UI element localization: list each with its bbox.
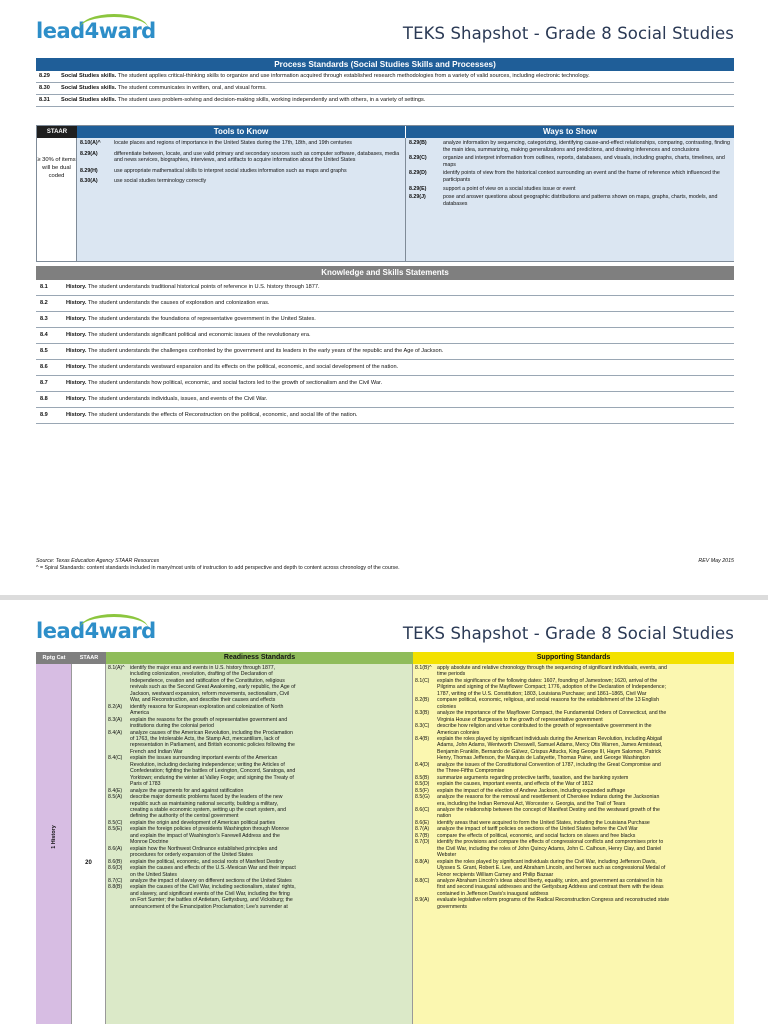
staar-header: STAAR — [37, 126, 77, 138]
standard-code: 8.9(A) — [415, 897, 430, 904]
standard-code: 8.7 — [40, 380, 48, 386]
standard-text — [61, 97, 732, 104]
standard-code: 8.5 — [40, 348, 48, 354]
standard-desc: The student understands traditional historical points of reference in U.S. history through 1877. — [87, 284, 320, 290]
process-standards-list — [36, 71, 734, 107]
standard-label: History. — [66, 396, 87, 402]
standard-text: colonies — [437, 703, 457, 710]
standard-item — [77, 140, 405, 147]
standard-text: locate places and regions of importance in the United States during the 17th, 18th, and 19th centuries — [114, 140, 352, 146]
standard-text: Benjamin Franklin, Bernardo de Gálvez, Crispus Attucks, King George III, Haym Salomon, Patrick — [437, 748, 662, 755]
standard-label: History. — [66, 332, 87, 338]
standard-text: America — [130, 710, 150, 717]
standard-code: 8.4(D) — [415, 761, 430, 768]
standard-item — [77, 178, 405, 185]
ways-to-show-header: Ways to Show — [406, 126, 734, 138]
standard-text: institutions during the colonial period — [130, 723, 214, 730]
standard-code: 8.9 — [40, 412, 48, 418]
standard-text — [61, 73, 732, 80]
standard-text: compare the effects of political, economic, and social factors on slaves and free blacks — [437, 832, 636, 839]
standard-code: 8.29(B) — [409, 140, 427, 146]
standard-text: and explain the impact of Washington's Farewell Address and the — [130, 832, 280, 839]
standard-text: identify areas that were acquired to form the United States, including the Louisiana Purchase — [437, 819, 650, 826]
standard-code — [108, 904, 130, 910]
standard-label: History. — [66, 380, 87, 386]
standard-desc: The student uses problem-solving and decision-making skills, working independently and with others, in a variety of settings. — [117, 97, 426, 103]
standard-item — [77, 151, 405, 164]
staar-count: 20 — [72, 664, 106, 1024]
standard-text: identify the major eras and events in U.S. history through 1877, — [130, 665, 276, 671]
standard-text: of 1763, the Intolerable Acts, the Stamp Act, mercantilism, lack of — [130, 735, 280, 742]
standard-code: 8.8(B) — [108, 884, 123, 891]
standard-text: procedures for orderly expansion of the United States — [130, 852, 253, 859]
standard-text: Adams, John Adams, Wentworth Cheswell, Samuel Adams, Mercy Otis Warren, James Armistead, — [437, 742, 663, 749]
standard-text: describe how religion and virtue contributed to the growth of representative government in the — [437, 723, 652, 730]
standard-desc: The student understands how political, economic, and social factors led to the growth of sectionalism and the Civil War. — [87, 380, 383, 386]
page-two — [0, 600, 768, 1024]
knowledge-row — [36, 280, 734, 296]
standard-text: compare political, economic, religious, and social reasons for the establishment of the 13 English — [437, 697, 660, 704]
process-row — [36, 95, 734, 107]
standard-text: explain the political, economic, and social roots of Manifest Destiny — [130, 858, 284, 865]
standard-label: Social Studies skills. — [61, 85, 117, 91]
standard-text: explain the foreign policies of presidents Washington through Monroe — [130, 826, 289, 833]
standard-desc: The student understands the foundations of representative government in the United States. — [87, 316, 316, 322]
knowledge-skills-list — [36, 280, 734, 424]
standard-code: 8.29(C) — [409, 155, 427, 162]
standard-item — [77, 168, 405, 175]
tools-table — [36, 125, 734, 262]
standard-desc: The student understands significant political and economic issues of the revolutionary era. — [87, 332, 311, 338]
standard-text: analyze the impact of slavery on different sections of the United States — [130, 877, 292, 884]
standard-code — [415, 904, 437, 910]
standard-text: analyze the issues of the Constitutional Convention of 1787, including the Great Compromise and — [437, 761, 661, 768]
standard-text: analyze the reasons for the removal and resettlement of Cherokee Indians during the Jacksonian — [437, 794, 660, 801]
standard-code: 8.5(B) — [415, 774, 430, 781]
standard-text: Pilgrims and signing of the Mayflower Compact; 1776, adoption of the Declaration of Independence; — [437, 684, 666, 691]
knowledge-row — [36, 312, 734, 328]
standard-text: Honor recipients William Carney and Philip Bazaar — [437, 871, 554, 878]
standard-text: Monroe Doctrine — [130, 839, 169, 846]
standard-text: Confederation; fighting the battles of Lexington, Concord, Saratoga, and — [130, 768, 296, 775]
standard-code: 8.6(E) — [415, 819, 430, 826]
standard-code: 8.29(A) — [80, 150, 98, 157]
standard-text: Revolution, including declaring independence; writing the Articles of — [130, 761, 285, 768]
standard-text: creating a stable economic system, setting up the court system, and — [130, 806, 286, 813]
standard-line — [106, 904, 412, 910]
standard-text — [66, 300, 732, 307]
standard-text — [66, 348, 732, 355]
standard-text: explain the issues surrounding important events of the American — [130, 755, 278, 762]
standard-text — [66, 364, 732, 371]
tools-list — [77, 138, 406, 261]
reporting-category-cell — [36, 664, 72, 1024]
standard-text: the Civil War, including the roles of John Quincy Adams, John C. Calhoun, Henry Clay, and Daniel — [437, 845, 662, 852]
standard-text: Jackson, westward expansion, reform movements, sectionalism, Civil — [130, 690, 290, 697]
staar-header: STAAR — [72, 652, 106, 664]
standard-code: 8.1(A)^ — [108, 665, 125, 671]
standard-code: 8.29(J) — [409, 194, 426, 201]
standard-label: History. — [66, 364, 87, 370]
standard-text: explain the reasons for the growth of representative government and — [130, 716, 288, 723]
standard-text: summarize arguments regarding protective tariffs, taxation, and the banking system — [437, 774, 629, 781]
standard-text: analyze the arguments for and against ratification — [130, 787, 244, 794]
standard-text: use social studies terminology correctly — [114, 178, 207, 185]
knowledge-row — [36, 360, 734, 376]
standard-code: 8.1(C) — [415, 677, 430, 684]
ways-list — [406, 138, 734, 261]
standard-code: 8.29(E) — [409, 185, 427, 192]
standard-text: explain the origin and development of American political parties — [130, 819, 276, 826]
supporting-header: Supporting Standards — [413, 652, 734, 664]
standard-label: History. — [66, 316, 87, 322]
standard-text: evaluate legislative reform programs of the Radical Reconstruction Congress and reconstructed state — [437, 897, 670, 904]
standard-text: American colonies — [437, 729, 480, 736]
standards-table-body — [36, 664, 734, 1024]
standard-text: organize and interpret information from outlines, reports, databases, and visuals, including graphs, charts, timelines, and maps — [443, 155, 725, 168]
reporting-category-label: 1 History — [51, 825, 57, 849]
standard-item — [406, 186, 734, 193]
standard-code: 8.4 — [40, 332, 48, 338]
footer — [36, 558, 734, 572]
standard-code: 8.6(B) — [108, 858, 123, 865]
standard-text: nation — [437, 813, 452, 820]
standard-text: analyze information by sequencing, categorizing, identifying cause-and-effect relationships, comparing, contrasting, finding the main idea, summarizing, making generalizations and predictions, and drawing inferences and conclusions — [443, 140, 730, 153]
standard-text: Virginia House of Burgesses to the growth of representative government — [437, 716, 603, 723]
standard-text: announcement of the Emancipation Proclamation; Lee's surrender at — [130, 903, 288, 910]
standard-text: revivals such as the Second Great Awakening, early republic, the Age of — [130, 684, 296, 691]
standard-text: explain the causes, important events, and effects of the War of 1812 — [437, 781, 594, 788]
logo-text: lead4ward — [36, 619, 156, 643]
standard-code: 8.3(C) — [415, 723, 430, 730]
standard-text: explain the causes of the Civil War, including sectionalism, states' rights, — [130, 884, 296, 891]
standard-code: 8.30 — [39, 85, 50, 91]
standard-code: 8.7(D) — [415, 839, 430, 846]
standard-code: 8.4(C) — [108, 755, 123, 762]
staar-note: ≥ 30% of items will be dual coded — [37, 138, 77, 261]
standard-text: analyze the importance of the Mayflower Compact, the Fundamental Orders of Connecticut, and the — [437, 710, 667, 717]
standard-text: first and second inaugural addresses and the Gettysburg Address and contrast them with the ideas — [437, 884, 664, 891]
standard-code: 8.6(D) — [108, 865, 123, 872]
standard-text: French and Indian War — [130, 748, 183, 755]
standard-text: explain the impact of the election of Andrew Jackson, including expanded suffrage — [437, 787, 626, 794]
standard-text: representation in Parliament, and British economic policies following the — [130, 742, 295, 749]
standard-text: 1787, writing of the U.S. Constitution; 1803, Louisiana Purchase; and 1861–1865, Civil War — [437, 690, 647, 697]
standard-item — [406, 155, 734, 168]
lead4ward-logo — [36, 616, 156, 646]
knowledge-skills-header: Knowledge and Skills Statements — [36, 266, 734, 280]
standard-text: analyze the impact of tariff policies on sections of the United States before the Civil War — [437, 826, 638, 833]
standard-text: identify the provisions and compare the effects of congressional conflicts and compromises prior to — [437, 839, 664, 846]
standard-desc: The student communicates in written, oral, and visual forms. — [117, 85, 267, 91]
standard-text: pose and answer questions about geographic distributions and patterns shown on maps, graphs, charts, models, and databases — [443, 194, 718, 207]
standard-text: Ulysses S. Grant, Robert E. Lee, and Abraham Lincoln, and heroes such as congressional Medal of — [437, 865, 666, 872]
standard-desc: The student understands the effects of Reconstruction on the political, economic, and social life of the nation. — [87, 412, 358, 418]
knowledge-row — [36, 328, 734, 344]
logo-arc-icon — [80, 14, 148, 28]
standard-code: 8.5(A) — [108, 794, 123, 801]
standard-text: explain the causes and effects of the U.S.-Mexican War and their impact — [130, 865, 296, 872]
standard-text: identify points of view from the historical context surrounding an event and the frame of reference which influenced the participants — [443, 170, 720, 183]
standard-item — [406, 194, 734, 207]
process-row — [36, 71, 734, 83]
lead4ward-logo — [36, 16, 156, 46]
standard-text: Independence, creation and ratification of the Constitution, religious — [130, 677, 285, 684]
standard-code: 8.4(B) — [415, 735, 430, 742]
knowledge-row — [36, 408, 734, 424]
standard-code: 8.7(C) — [108, 877, 123, 884]
spiral-note: ^ = Spiral Standards: content standards included in many/most units of instruction to add perspective and depth to content across chronology of the course. — [36, 565, 400, 571]
standard-label: History. — [66, 412, 87, 418]
standard-text: Yorktown; enduring the winter at Valley Forge; and signing the Treaty of — [130, 774, 294, 781]
standard-code: 8.3 — [40, 316, 48, 322]
standard-text: explain the roles played by significant individuals during the American Revolution, including Abigail — [437, 735, 663, 742]
standard-code: 8.6 — [40, 364, 48, 370]
tools-to-know-header: Tools to Know — [77, 126, 405, 138]
standard-text — [66, 412, 732, 419]
knowledge-row — [36, 376, 734, 392]
standard-text — [66, 284, 732, 291]
standard-text — [66, 396, 732, 403]
standard-text — [66, 332, 732, 339]
standard-code: 8.3(A) — [108, 716, 123, 723]
standard-text: explain the significance of the following dates: 1607, founding of Jamestown; 1620, arrival of the — [437, 677, 658, 684]
standard-text: explain the roles played by significant individuals during the Civil War, including Jefferson Davis, — [437, 858, 657, 865]
standard-code: 8.1(B)^ — [415, 665, 432, 671]
standard-code: 8.2(A) — [108, 703, 123, 710]
standard-text — [66, 316, 732, 323]
standard-code: 8.7(A) — [415, 826, 430, 833]
standard-label: Social Studies skills. — [61, 73, 117, 79]
standard-text: Henry, Thomas Jefferson, the Marquis de Lafayette, Thomas Paine, and George Washington — [437, 755, 650, 762]
standard-text: support a point of view on a social studies issue or event — [443, 185, 576, 192]
knowledge-row — [36, 392, 734, 408]
logo-arc-icon — [80, 614, 148, 628]
standard-text: analyze causes of the American Revolution, including the Proclamation — [130, 729, 293, 736]
standard-code: 8.5(C) — [108, 819, 123, 826]
standard-text: identify reasons for European exploration and colonization of North — [130, 703, 284, 710]
standard-code: 8.3(B) — [415, 710, 430, 717]
standard-code: 8.7(B) — [415, 832, 430, 839]
standard-code: 8.29 — [39, 73, 50, 79]
standard-text: explain how the Northwest Ordinance established principles and — [130, 845, 278, 852]
standard-text: differentiate between, locate, and use valid primary and secondary sources such as computer software, databases, media and news services, biographies, interviews, and artifacts to acquire information about the United States — [114, 150, 400, 164]
standard-text: including colonization, revolution, drafting of the Declaration of — [130, 671, 273, 678]
standard-label: Social Studies skills. — [61, 97, 117, 103]
standard-code: 8.4(E) — [108, 787, 123, 794]
standard-text: defining the authority of the central government — [130, 813, 239, 820]
knowledge-row — [36, 296, 734, 312]
standard-desc: The student understands westward expansion and its effects on the political, economic, and social development of the nation. — [87, 364, 399, 370]
standard-code: 8.4(A) — [108, 729, 123, 736]
standards-table-header — [36, 652, 734, 664]
standard-code: 8.2(B) — [415, 697, 430, 704]
standard-desc: The student understands individuals, issues, and events of the Civil War. — [87, 396, 268, 402]
standard-item — [406, 140, 734, 153]
standard-text — [66, 380, 732, 387]
source-note: Source: Texas Education Agency STAAR Resources — [36, 558, 160, 564]
standard-label: History. — [66, 348, 87, 354]
standard-code: 8.10(A)^ — [80, 140, 101, 146]
standard-text: describe major domestic problems faced by the leaders of the new — [130, 794, 283, 801]
supporting-list — [413, 664, 734, 1024]
knowledge-row — [36, 344, 734, 360]
rptg-cat-header: Rptg Cat — [36, 652, 72, 664]
readiness-list — [106, 664, 413, 1024]
standard-text: apply absolute and relative chronology through the sequencing of significant individuals, events, and — [437, 665, 667, 671]
standard-code: 8.8(C) — [415, 877, 430, 884]
standard-desc: The student applies critical-thinking skills to organize and use information acquired through established research methodologies from a variety of valid sources, including electronic technology. — [117, 73, 590, 79]
standard-code: 8.5(G) — [415, 794, 430, 801]
standard-code: 8.1 — [40, 284, 48, 290]
standard-desc: The student understands the challenges confronted by the government and its leaders in the early years of the republic and the Age of Jackson. — [87, 348, 444, 354]
standard-desc: The student understands the causes of exploration and colonization eras. — [87, 300, 270, 306]
standard-text: era, including the Indian Removal Act, Worcester v. Georgia, and the Trail of Tears — [437, 800, 626, 807]
standard-item — [406, 170, 734, 183]
standard-code: 8.8 — [40, 396, 48, 402]
standard-code: 8.5(F) — [415, 787, 429, 794]
standard-text: the Three-Fifths Compromise — [437, 768, 505, 775]
standard-text: analyze the relationship between the concept of Manifest Destiny and the westward growth of the — [437, 806, 660, 813]
standard-text: on the United States — [130, 871, 178, 878]
revision-date: REV May 2015 — [698, 558, 734, 564]
standard-text: use appropriate mathematical skills to interpret social studies information such as maps and graphs — [114, 167, 347, 174]
logo-text: lead4ward — [36, 19, 156, 43]
standard-code: 8.29(H) — [80, 167, 98, 174]
standard-code: 8.2 — [40, 300, 48, 306]
standard-text: Paris of 1783 — [130, 781, 161, 788]
standard-text: republic such as maintaining national security, building a military, — [130, 800, 279, 807]
standard-text: Webster — [437, 852, 457, 859]
standard-code: 8.30(A) — [80, 178, 98, 185]
standard-text: contained in Jefferson Davis's inaugural address — [437, 890, 549, 897]
standard-code: 8.5(E) — [108, 826, 123, 833]
standard-label: History. — [66, 300, 87, 306]
process-standards-header: Process Standards (Social Studies Skills and Processes) — [36, 58, 734, 71]
standard-code: 8.5(D) — [415, 781, 430, 788]
standard-text: and slavery, and significant events of the Civil War, including the firing — [130, 890, 290, 897]
standard-text — [61, 85, 732, 92]
standard-code: 8.31 — [39, 97, 50, 103]
standard-text: on Fort Sumter; the battles of Antietam, Gettysburg, and Vicksburg; the — [130, 897, 293, 904]
standard-text: time periods — [437, 671, 466, 678]
standard-code: 8.6(C) — [415, 806, 430, 813]
page-title: TEKS Shapshot - Grade 8 Social Studies — [402, 624, 734, 643]
standard-text: governments — [437, 903, 467, 910]
standard-label: History. — [66, 284, 87, 290]
page-title: TEKS Shapshot - Grade 8 Social Studies — [402, 24, 734, 43]
process-row — [36, 83, 734, 95]
standard-text: analyze Abraham Lincoln's ideas about liberty, equality, union, and government as contained in his — [437, 877, 663, 884]
standard-text: War, and Reconstruction, and describe their causes and effects — [130, 697, 276, 704]
readiness-header: Readiness Standards — [106, 652, 413, 664]
standard-code: 8.8(A) — [415, 858, 430, 865]
standard-code: 8.29(D) — [409, 170, 427, 177]
standard-line — [413, 904, 734, 910]
standard-code: 8.6(A) — [108, 845, 123, 852]
